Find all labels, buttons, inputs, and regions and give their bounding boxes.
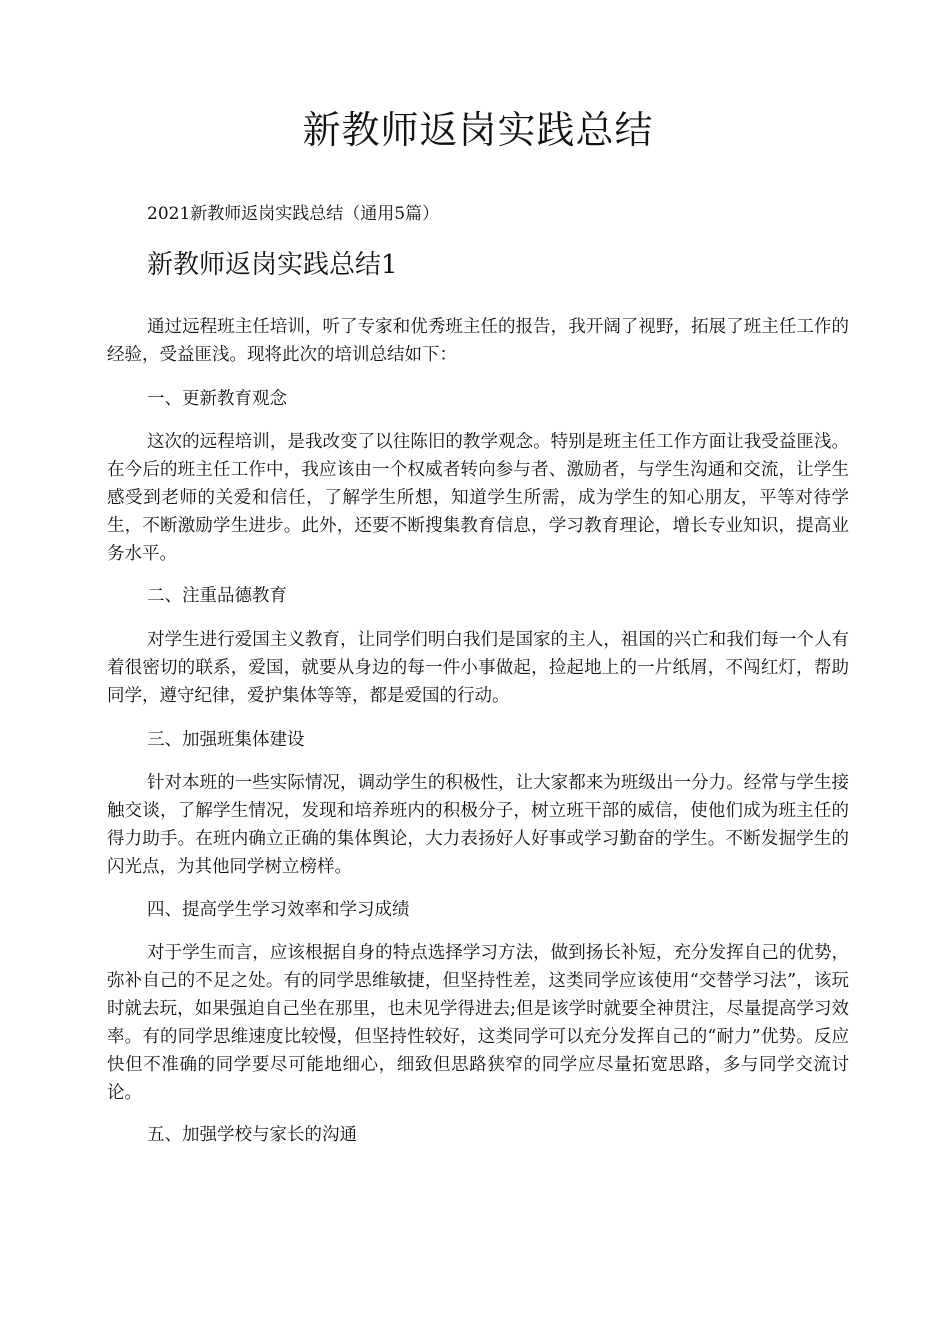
paragraph-2: 对学生进行爱国主义教育，让同学们明白我们是国家的主人，祖国的兴亡和我们每一个人有着很密切的联系，爱国，就要从身边的每一件小事做起，捡起地上的一片纸屑，不闯红灯，帮助同学，遵守纪律，爱护集体等等，都是爱国的行动。 bbox=[107, 630, 849, 706]
document-title: 新教师返岗实践总结 bbox=[302, 108, 654, 152]
section-title: 新教师返岗实践总结1 bbox=[147, 250, 398, 280]
document-subtitle: 2021新教师返岗实践总结（通用5篇） bbox=[147, 204, 440, 224]
paragraph-3: 针对本班的一些实际情况，调动学生的积极性，让大家都来为班级出一分力。经常与学生接触交谈，了解学生情况，发现和培养班内的积极分子，树立班干部的威信，使他们成为班主任的得力助手。在班内确立正确的集体舆论，大力表扬好人好事或学习勤奋的学生。不断发掘学生的闪光点，为其他同学树立榜样。 bbox=[107, 773, 849, 877]
paragraph-4: 对于学生而言，应该根据自身的特点选择学习方法，做到扬长补短，充分发挥自己的优势，弥补自己的不足之处。有的同学思维敏捷，但坚持性差，这类同学应该使用“交替学习法”，该玩时就去玩，如果强迫自己坐在那里，也未见学得进去;但是该学时就要全神贯注，尽量提高学习效率。有的同学思维速度比较慢，但坚持性较好，这类同学可以充分发挥自己的“耐力”优势。反应快但不准确的同学要尽可能地细心，细致但思路狭窄的同学应尽量拓宽思路，多与同学交流讨论。 bbox=[107, 943, 849, 1103]
heading-1: 一、更新教育观念 bbox=[147, 389, 287, 409]
heading-3: 三、加强班集体建设 bbox=[147, 730, 305, 750]
heading-4: 四、提高学生学习效率和学习成绩 bbox=[147, 900, 410, 920]
heading-2: 二、注重品德教育 bbox=[147, 586, 287, 606]
heading-5: 五、加强学校与家长的沟通 bbox=[147, 1125, 357, 1145]
paragraph-1: 这次的远程培训，是我改变了以往陈旧的教学观念。特别是班主任工作方面让我受益匪浅。在今后的班主任工作中，我应该由一个权威者转向参与者、激励者，与学生沟通和交流，让学生感受到老师的关爱和信任，了解学生所想，知道学生所需，成为学生的知心朋友，平等对待学生，不断激励学生进步。此外，还要不断搜集教育信息，学习教育理论，增长专业知识，提高业务水平。 bbox=[107, 432, 849, 564]
paragraph-intro: 通过远程班主任培训，听了专家和优秀班主任的报告，我开阔了视野，拓展了班主任工作的经验，受益匪浅。现将此次的培训总结如下： bbox=[107, 317, 849, 365]
